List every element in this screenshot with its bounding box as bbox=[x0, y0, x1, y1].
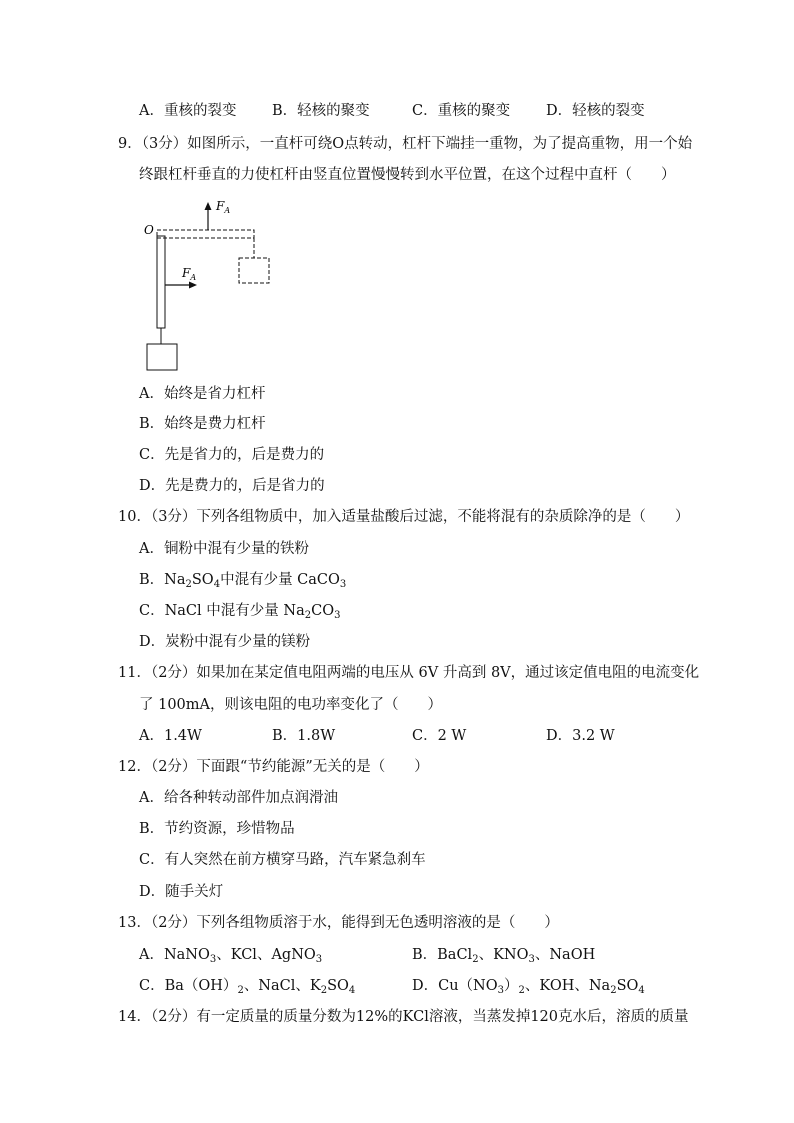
q8-option-c: C．重核的聚变 bbox=[412, 103, 511, 119]
q8-option-a: A．重核的裂变 bbox=[139, 103, 237, 119]
q9-option-b: B．始终是费力杠杆 bbox=[139, 416, 266, 432]
q8-option-d: D．轻核的裂变 bbox=[546, 103, 645, 119]
lever-figure bbox=[140, 196, 280, 376]
weight-box bbox=[147, 344, 177, 370]
q8-option-b: B．轻核的聚变 bbox=[272, 103, 370, 119]
q12-option-a: A．给各种转动部件加点润滑油 bbox=[139, 790, 338, 806]
q11-stem-line1: 11．（2分）如果加在某定值电阻两端的电压从 6V 升高到 8V，通过该定值电阻的电流变化 bbox=[118, 665, 700, 681]
q13-option-c: C．$Ba(OH)_2$、NaCl、$K_2SO_4$ bbox=[139, 978, 356, 996]
pivot-label: O bbox=[144, 223, 154, 237]
q9-stem-line2: 终跟杠杆垂直的力使杠杆由竖直位置慢慢转到水平位置，在这个过程中直杆（ ） bbox=[139, 167, 676, 183]
force-label-top: $F_A$ bbox=[216, 199, 231, 215]
q13-option-d: D．$Cu(NO_3)_2$、KOH、$Na_2SO_4$ bbox=[412, 978, 645, 996]
q11-stem-line2: 了 100mA，则该电阻的电功率变化了（ ） bbox=[139, 697, 443, 713]
force-arrow-right-head bbox=[189, 282, 197, 289]
q9-option-a: A．始终是省力杠杆 bbox=[139, 386, 266, 402]
q11-option-d: D．3.2 W bbox=[546, 728, 615, 744]
lever-rod-horizontal-dashed bbox=[157, 230, 254, 238]
force-label-side: $F_A$ bbox=[182, 266, 197, 282]
q11-option-c: C．2 W bbox=[412, 728, 467, 744]
q13-option-b: B．BaCl$_2$、$KNO_3$、NaOH bbox=[412, 947, 596, 965]
q10-stem: 10．（3分）下列各组物质中，加入适量盐酸后过滤，不能将混有的杂质除净的是（ ） bbox=[118, 509, 690, 525]
q13-stem: 13．（2分）下列各组物质溶于水，能得到无色透明溶液的是（ ） bbox=[118, 915, 559, 931]
q13-option-a: A．NaNO$_3$、KCl、AgNO$_3$ bbox=[139, 947, 323, 965]
q10-option-c: C．NaCl 中混有少量 $Na_2CO_3$ bbox=[139, 603, 341, 621]
q12-option-d: D．随手关灯 bbox=[139, 884, 224, 900]
q11-option-a: A．1.4W bbox=[139, 728, 202, 744]
q12-option-c: C．有人突然在前方横穿马路，汽车紧急刹车 bbox=[139, 852, 426, 868]
q9-option-d: D．先是费力的，后是省力的 bbox=[139, 478, 325, 494]
q14-stem-line1: 14．（2分）有一定质量的质量分数为12%的KCl溶液，当蒸发掉120克水后，溶质的质量 bbox=[118, 1009, 689, 1025]
q10-option-d: D．炭粉中混有少量的镁粉 bbox=[139, 634, 311, 650]
lever-rod bbox=[157, 236, 165, 328]
q9-stem-line1: 9．（3分）如图所示，一直杆可绕O点转动，杠杆下端挂一重物，为了提高重物，用一个始 bbox=[118, 136, 693, 152]
q11-option-b: B．1.8W bbox=[272, 728, 336, 744]
q10-option-a: A．铜粉中混有少量的铁粉 bbox=[139, 541, 309, 557]
force-arrow-up-head bbox=[205, 202, 212, 210]
q12-stem: 12．（2分）下面跟“节约能源”无关的是（ ） bbox=[118, 759, 429, 775]
q12-option-b: B．节约资源，珍惜物品 bbox=[139, 821, 295, 837]
q10-option-b: B．$Na_2SO_4$中混有少量 CaCO$_3$ bbox=[139, 572, 347, 590]
q9-option-c: C．先是省力的，后是费力的 bbox=[139, 447, 325, 463]
weight-dashed bbox=[239, 258, 269, 283]
